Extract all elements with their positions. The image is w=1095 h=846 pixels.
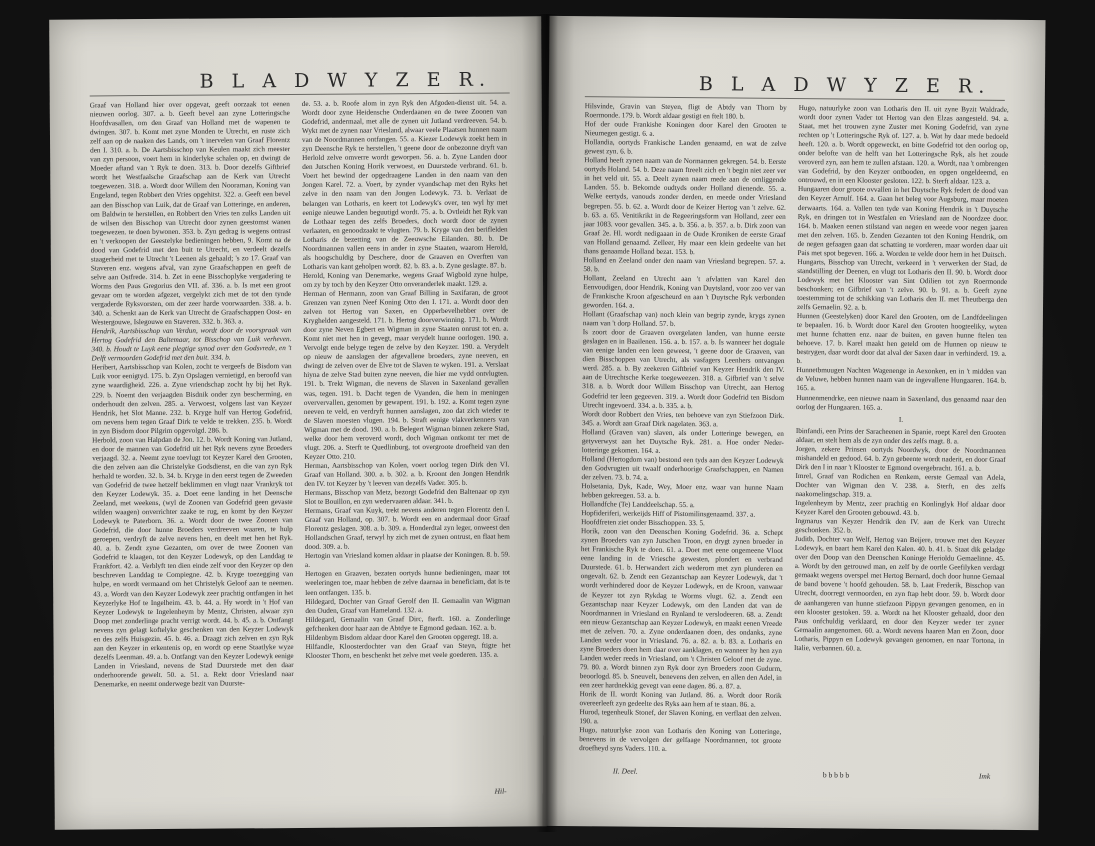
entry-holland-graven: Holland (Graven van) slaven, als onder Lotteringe bewegen, en getyverwyst aan het Duytsche Ryk. 281. a. Hoe onder Neder-lotteringe gekomen. 164. a.: [581, 427, 784, 455]
running-head-right: B L A D W Y Z E R.: [698, 73, 991, 98]
entry-judith: Juditb, Dochter van Welf, Hertog van Beijere, trouwe met den Keyzer Lodewyk, en baart hem Karel den Kalen. 40. b. 41. b. Staat dik geladge over den Doop van den Deenschen Koninge Herioldu Gemaelinne. 45. a. Wordt by den getrouwd man, en zelf by de oortle Geefilyken verdagt gemaakt wegens overspel met Hertog Bernard, doch door hunne Gemaal de band bovene 't hoofd gehouden. 58. b. Laat Frederik, Bisschop van Utrecht, doorregt vermoorden, en zyn ftap hebt door. 59. b. Wordt door de aanhangeren van hunne stiefzoon Pippyn gevangen genomen, en in een klooster gestoken. 59. a. Wordt na het Klooster gehaald, door den Paus onfchuldig verklaard, en door den Keyzer weder ter zyner Gemaalin aangenomen. 60. a. Wordt nevens haaren Man en Zoon, door Lotharis, Pippyn en Lodewyk gevangen genomen, en naar Tortona, in Italie, verbannen. 60. a.: [794, 535, 1006, 653]
entry-hollant-zeeland-utrecht: Hollant, Zeeland en Utrecht aan 't afvlatten van Karel den Eenvoudigen, door Hendrik, Koning van Duytsland, voor zoo ver van de Frankische Kroon afgescheurd en aan 't Duytsche Ryk verbonden geworden. 164. a.: [582, 274, 786, 310]
running-head-left: B L A D W Y Z E R.: [199, 68, 492, 93]
entry-hurod: Hurod, tegenheulk Stonef, der Slaven Koning, en verflaat den zelven. 190. a.: [579, 708, 782, 726]
entry-hollandsche: Hollandfche (Te) Landdeelschap. 55. a.: [581, 500, 695, 510]
entry-hungarts: Hungarts, Bisschop van Utrecht, verkeerd in 't verwerken der Stad, de standstilling der Deenen, en vlugt tot Lotharis den II. 90. b. Wordt door Lodewyk met het Klooster van Sint Odilien tot zyn Roermonde beschonken; en Gifbrief van 't zelve. 90. b. 91. a. b. Geeft zyne toestemming tot de schikking van Lotharis den II. met Theutberga den zelfs Gemaelin. 92. a. b.: [796, 257, 1008, 312]
entry-heribert: Heribert, Aartsbisschop van Kolen, zocht te vergeefs de Bisdom van Luik voor eenigtyd. 175. b. Zyn Opslagen vernietigd, en beroofd van zyne waardigheid. 226. a. Zyne vriendschap zocht hy bij het Ryk. 229. b. Noemt den verjaagden Bisdnik onder zyn bescherming, en onderhoudt den zelven. 285. a. Verwoest, volgens last van Keyzer Hendrik, het Slot Manne. 232. b. Kryge hulf van Hertog Godefrid, om nevens hem tegen Graaf Dirk te velde te trekken. 235. b. Wordt in zyn Bisdom door Pilgrim opgevolgd. 286. b.: [91, 362, 293, 436]
catchword-left: Hil-: [494, 786, 507, 796]
entry-hollant-graafschap: Hollant (Graafschap van) noch klein van begrip zynde, krygs zynen naam van 't dorp Holland. 57. b.: [582, 310, 785, 329]
entry-heilige: Graaf van Holland hier over opgevat, geeft oorzaak tot eenen nieuwen oorlog. 307. a. b. Geeft bevel aan zyne Lotteringsche Hoofdvasallen, om den Graaf van Holland met de wapenen te dwingen. 307. b. Komt met zyne Monden te Utrecht, en ruste zich zelf aan op de naaken des Lands, om 't inervelen van Graaf Florentz den I. 310. a. b. De Aartsbisschop van Keulen maakt zich meester van zyn persoon, voert hem in kinderlyke schalen op, en dwingt de Moeder aftand van 't Ryk te doen. 313. b. Door dezelfs Giftbrief wordt het Westfaalsche Graafschap aan de Kerk van Utrecht toegewezen. 318. a. Wordt door Willem den Nooraman, Koning van Engeland, tegen Robbert den Vries opgehitst. 322. a. Geeft een bevel aan den Bisschop van Luik, dat de Graaf van Lotteringe, en anderen, om Baldwin te herstellen, en Robbert den Vries ten zulks Landen uit de wilsen den Bisschop van Utrecht door zynen geestomst wanen toegewezen. te doen bywonen. 353. b. Zyn gedrag is wegens ontrast en 't verkoopen der Geestelyke bedieningen hebben, 9. Komt na de dood van Godefrid met den buit te Utrecht, en verdeelt dezelfs staagerheid met te Utrecht 't Leenen als gehaald; 's zo 17. Graaf van Staveren enz. wegens afval, van zyne Graafschappen en geeft de selve aan Ostfrede. 314. b. Zet in eene Bisschoplyke vergadering te Worms den Paus Gregorius den VII. af. 336. a. b. Is met een groot gevaar om te worden afgezet, vergelykt zich met de tot den tynde vergaderde Ryksvorsten, om der zeer harde voorwaarden. 338. a. b. 340. a. Schenkt aan de Kerk van Utrecht de Graafschappen Oost- en Westergouwe, Islegouwe en Staveren. 332. b. 363. a.: [89, 100, 292, 327]
signature-deel: II. Deel.: [612, 766, 638, 776]
entry-ingmarus: Ingmarus van Keyzer Hendrik den IV. aan de Kerk van Utrecht geschonken. 352. b.: [795, 517, 1006, 535]
entry-hunnen: Hunnen (Geestelyken) door Karel den Grooten, om de Landfdeelingen te bepaalen. 16. b. Wordt door Karel den Grooten hoogteeliky, wyten met hunne fchatten enz. naar de buiten, en gaven hunne ftelen ten behoeve. 17. b. Karel maakt hen geteld om de Hunnen op nieuw te bestrygen, daar wordt door dat alval der Saxen daar in verhinderd. 19. a. b.: [796, 312, 1007, 366]
right-column-1: [579, 102, 787, 759]
entry-hopfideriferi: Hopfideriferi, werkeijds Hiff of Pistomilinsgenaamd. 337. a.: [581, 509, 756, 519]
signature-mark: b b b b b: [822, 770, 850, 780]
entry-holland-zeeland: Holland en Zeeland onder den naam van Vriesland begrepen. 57. a. 58. b.: [583, 255, 786, 274]
entry-hilsvinde: Hilsvinde, Gravin van Steyen, fligt de Abtdy van Thorn by Roermonde. 179. b. Wordt aldaar gestigt en ftelt 180. b.: [584, 102, 787, 121]
entry-holland: Holland heeft zynen naam van de Normannen gekregen. 54. b. Eerste oortyds Holand. 54. b. Deze naam ftreelt zich en 't begin niet zeer ver in het veld uit. 55. a. Deelt zynen naam mede aan de omliggende Landen. 55. b. Bekomde oudtyds onder Holland dienende. 55. a. Welke eertyds, vanouds zonder derden, en meede onder Vriesland begrepen. 55. b. 62. a. Wordt door de Keizer Hertog van 't zelve. 62. b. 63. a. 65. Venitikrikt in de Regeeringsform van Holland, zeer een jaar 1083. voor gevallen. 345. a. b. 356. a. b. 357. a. b. Dirk zoon van Graaf 2e. Hl. wordt nedigaaan in de Oude Kroniken de eerste Graaf van Holland genaamd. Zelleer, Hy maar een klein gedeelte van het thans genaamde Holland bezat. 153. b.: [583, 156, 787, 256]
entry-hildegard: Hildegard, Dochter van Graaf Gerolf den II. Gemaalin van Wigman den Ouden, Graaf van Hameland. 132. a.: [305, 596, 511, 615]
entry-hugo-natuurlyke: Hugo, natuurlyke zoon van Lotharis den II. uit zyne Byzit Waldrade, wordt door zynen Vader tot Hertog van den Elzas aangesteld. 94. a. Staat, met het trouwen zyne Zuster met Koning Godefrid, van zyne rechten op 't Lotteringsche Ryk of. 127. a. b. Wat hy daar mede bedoeld heeft. 120. a. b. Wordt opgeweckt, en bitte Godefrid tot den oorlog op, onder belofte van de helft van het Lotteringsche Ryk, als het zoude veroverd zyn, aan hem te zullen afstaan. 120. a. Wordt, naa 't ombrengen van Godefrid, by den Keyzer ontbooden, en opgen ongeldeemd, en ontrouwd, en in een Klooster gesloten. 122. b. Sterft aldaar. 123. a.: [798, 104, 1009, 187]
right-column-2: [793, 104, 1009, 761]
entry-horik-ii: Horik de II. wordt Koning van Jutland. 86. a. Wordt door Rorik overeerleeft zyn gedeelte des Ryks aan hem af te staan. 86. a.: [579, 690, 782, 709]
entry-hoofdfreten: Hoofdfreten ziet onder Bisschoppen. 33. 5.: [581, 518, 705, 528]
entry-holland-hertogdom: Holland (Hertogdom van) bestond een tyds aan den Keyzer Lodewyk den Godvrugten uit twaalf onderhoorige Graafschappen, en Namen der zelven. 73. b. 74. a.: [581, 454, 784, 482]
entry-horik: Horik, zoon van den Deenschen Koning Godefrid. 36. a. Schept zynen Broeders van zyn Jutschen Troon, en drygt zynen broeder in het Frankische Ryk te doen. 61. a. Doet met eene ongemeene Vloot eene landing in de Vriesche gewesten, plondert en verbrand Duurstede. 61. b. Herwandert zich wederom met zyn plunderen en ongevalt. 62. b. Zendt een Gezantschap aan Keyzer Lodewyk, dat 't wordt verhindered door de Keyzer Lodewyk, en de Kroon, vanwaar de Keyzer tot zyn Rykdag te Worms vlugt. 62. a. Zendt een Gezantschap naar Keyzer Lodewyk, om den Landen dat van de Noordmannen in Vriesland en Rynland te verslodeeren. 68. a. Zendt een nieuw Gezantschap aan Keyzer Lodewyk, en maakt eenen Vreede met de zelven. 70. a. Zyne onderdaanen doen, des ondanks, zyne Landen weder voor in Vriesland. 76. a. 82. a. b. 83. a. Lotharis en zyne Broeders doen hem daar over aanklagen, en wanneer hy hen zyn Landen weder reeds in Vriesland, om 't Christen Geloof met de zyne. 79. 80. a. Wordt binnen zyn Ryk door zyn Broeders zoon Gudurm, beoorlogd. 85. b. Sneuvelt, benevens den zelven, en allen den Adel, in een zeer hardnekkig gevegt van eene dagen. 86. a. 87. a.: [579, 527, 784, 691]
catchword-right: Imk: [978, 771, 991, 781]
left-column-1: [90, 100, 295, 781]
entry-hilfandle: Hilfandle, Kloosterdochter van den Graaf van Steyn, ftigte het Klooster Thorn, en beschenkt het zelve met veele goederen. 135. a.: [305, 641, 511, 660]
entry-herman-kolen: Herman, Aartsbisschop van Kolen, voert oorlog tegen Dirk den VI. Graaf van Holland. 300. a. b. 302. a. b. Kroont den Jongen Hendrik den IV. tot Keyzer by 't leeven van dezelfs Vader. 305. b.: [304, 460, 510, 488]
entry-imrel: Imrel, Graaf van Rodichen en Renkem, eerste Gemaal van Adela, Dochter van Wigman den V. 238. a. Sterft, en des zelfs naakomelingschap. 319. a.: [795, 471, 1006, 499]
entry-hildegard-2: Hildegard, Gemaalin van Graaf Dirc, fterft. 160. a. Zonderlinge gefchenken door haar aan de Abtdye te Egmond gedaan. 162. a. b.: [305, 614, 511, 633]
entry-herold: Herbold, zoon van Halpdan de Jon. 12. b. Wordt Koning van Jutland, en door de mannen van Godefrid uit het Ryk nevens zyne Broeders verjaagd. 32. a. Neemt zyne toevlugt tot Keyzer Karel den Grooten, die den zelven aan die Christelyke Godsdienst, en die van zyn Ryk herhald te worden. 32. b. 34. b. Kryge in den eerst tegen de Zweeden van Godefrid de twee hetzelf beklimmen en vlugt naar Vrankryk tot den Keyzer Lodewyk. 35. a. Doet eene landing in het Deensche Zeeland, met weekens, (wyl de Zoonen van Godefrid geen gevaste wilden waagen) onverrichter zaake te rug, en komt by den Keyzer Lodewyk te Paterborn. 36. a. Wordt door de twee Zoonen van Godefrid, die door hunne Broeders verdreeven waaren, te hulp geroepen, verdryft de zelve nevens hen, en deelt met hen het Ryk. 40. a. b. Zendt zyne Gezanten, om over de twee Zoonen van Godefrid te klaagen, tot den Keyzer Lodewyk, op den Landdag te Frankfort. 42. a. Verblyft ten dien einde zelf voor den Keyzer op den beschreven Landdag te Compiegne. 42. b. Kryge toezegging van hulpe, en wordt vermaand om het Christelyk Geloof aan te neemen. 43. a. Wordt van den Keyzer Lodewyk zeer prachtig ontfangen in het Keyzerlyke Hof te Ingelheim. 43. b. 44. a. Hy wordt in 't Hof van Keyzer Lodewyk te Ingelenheym by Mentz, Christen, alwaar zyn Doop met zonderlinge pracht verrigt wordt. 44. b. 45. a. b. Ontfangt nevens zyn gelagt koftelyke geschenken van den Keyzer Lodewyk en des zelfs Huisgezin. 45. b. 46. a. Draagt zich zelven en zyn Ryk aan den Keyzer in erkentenis op, en wordt op eene Staatlyke wyze dezelfs Leenman. 49. a. b. Ontfangt van den Keyzer Lodewyk eenige Landen in Vriesland, nevens de Stad Duurstede met den daar onderhoorende gewelt. 50. a. 51. a. Rekt door Vriesland naar Denemarke, en neemt onderwege bezit van Duurste-: [92, 434, 294, 689]
entry-hollandia: Hollandia, oortyds Frankische Landen genaamd, en wat de zelve gewest zyn. 6. b.: [584, 138, 787, 156]
right-page: [542, 16, 1045, 830]
entry-hollant-robbert: Wordt door Robbert den Vries, ten behoeve van zyn Stiefzoon Dirk. 345. a. Wordt aan Graaf Dirk nagelaten. 363. a.: [581, 409, 785, 428]
entry-hugo: Hugo, natuurlyke zoon van Lotharis den Koning van Lotteringe, benevens in de vervolgen der gelfaage Noordmannen, tot groote droefheyd syns Vaders. 110. a.: [579, 726, 782, 754]
entry-hungaaren: Hungaaren door groote ovvallen in het Duytsche Ryk federt de dood van den Keyzer Arnulf. 164. a. Gaan het beleg voor Augsburg, maar moeten derwaarts. 164. a. Vallen ten tyde van Koning Hendrik in 't Duytsche Ryk, en dringen tot in Westfalen en Vriesland aan de Noordzee door. 164. b. Maaken eenen stilstand van negen en weede voor negen jaaren met den zelven. 165. b. Zenden Gezanten tot den Koning Hendrik, om de negen gefaagen gaan dat schatting te vorderen, maar worden daar uit Pais met spot begeven. 166. a. Worden te velde door hem in het Duitsch.: [797, 185, 1009, 259]
book-gutter: [536, 14, 558, 832]
section-letter-i: I.: [898, 415, 904, 424]
entry-ingelenheym: Ingelenheym by Mentz, zeer prachtig en Konlinglyk Hof aldaar door Keyzer Karel den Grooten gebouwd. 43. b.: [795, 499, 1006, 518]
entry-hildenbym: Hildenbym Bisdom aldaar door Karel den Grooten opgeregt. 18. a.: [305, 632, 498, 642]
entry-herold-koning: Herold, Koning van Denemarke, wegens Graaf Wigbold zyne hulpe, om zy by toch by den Keyzer Otto onveranderlek maakt. 129. a.: [302, 270, 508, 289]
entry-hermans-kuyk: Hermans, Graaf van Kuyk, trekt nevens anderen tegen Florentz den I. Graaf van Holland, op. 307. b. Wordt een en andermaal door Graaf Florentz geslagen. 308. a. b. 309. a. Honderdtal zyn leger, onweest den Hollandschen Graaf, terwyl hy zich met de zynen ontrust, en flaat hem dood. 309. a. b.: [304, 505, 510, 552]
entry-hunnetbmuugen: Hunnetbmuugen Nachten Wagenenge in Aexonken, en in 't midden van de Veluwe, hebben hunnen naam van de ingevallene Hungaaren. 164. b. 165. a.: [796, 366, 1007, 393]
entry-hof: Hof der oude Frankishe Koningen door Karel den Grooten te Nieumegen gestigt. 6. a.: [584, 120, 787, 138]
entry-hendrik: Hendrik, Aartsbisschop van Verdun, wordt door de voorspraak van Hertog Godefrid den Baltemaar, tot Bisschop van Luik verheven. 340. b. Houdt te Luyk eene plegtige synod over den Godsvrede, en 't Delft vermoorden Godefrid met den buit. 334. b.: [91, 326, 292, 363]
left-column-2: [302, 99, 512, 780]
entry-hollant-leen: Is zoort door de Graaven overgelaten landen, van hunne eerste geslagen en in Baailenen. 156. a. b. 157. a. b. Is wanneer het dogtale van eenige landen een leen geweest, 't geene door de Graaven, van dien Bisschoppen van Utrecht, als vasfagers Leenhers ontvangen werd. 285. a. b. By zeekeren Giftbrief van Keyzer Hendrik den IV. aan de Utrechtsche Kerke toegeweezen. 318. a. Gifbrief van 't selve 318. a. b. Wordt door Willem Bisschop van Utrecht, aan Hertog Godefrid ter leen gegeeven. 319. a. Wordt door Godefrid ten Bisdom Utrecht ingevoerd. 334. a. b. 335. a. b.: [582, 328, 785, 410]
entry-hertogin: Hertogin van Vriesland komen aldaar in plaatse der Koningen. 8. b. 59. a.: [304, 550, 510, 570]
entry-hertogen: Hertogen en Graaven, bezaten oortyds hunne bedieningen, maar tot weeleringen toe, maar hebben de zelve daarnaa in beneficiam, dat is te leen ontfangen. 135. b.: [305, 568, 511, 597]
entry-jorgen: Jorgen, zekere Prinsen oortyds Noordwyk, door de Noordmannen mishandeld en gedood. 64. b. Zyn gebeente wordt naderit, en door Graaf Dirk den I in naar 't Klooster te Egmond overgebracht. 161. a. b.: [795, 444, 1006, 473]
entry-holsetania: Holsetania, Dyk, Kade, Wey, Moer enz. waar van hunne Naam hebben gekreegen. 53. a. b.: [581, 482, 784, 500]
entry-herman: Herman of Hermann, zoon van Graaf Billing in Saxifaran, de groot Grenzen van zynen Neef Koning Otto den I. 171. a. Wordt door den zelven tot Hertog van Saxen, en Opperbevelhebber over de Kryghelden aangesteld. 171. b. Hertog doorverwinning. 171. b. Wordt door zyne Neven Egbert en Wigman in zyne Staaten onrust tot en. a. Komt niet met hen in gevegt, maar verydelt hunne oorlogen. 190. a. Vervolgt ende belyge tegen de zelve by den Keyzer. 190. a. Verydelt op nieuw de aanslagen der afgevallene broeders, zyne neeven, en dwingt de zelven over de Elve tot de Slaven te wyken. 191. a. Verslaat hiyna de zelve Stad buiten zyne neeven, die hier me vydd ontvlugten. 191. b. Trekt Wigman, die nevens de Slaven in Saxenland gevallen was, tegen. 191. b. Dacht tegen de Vyanden, die hem in meningen oververvallen, genomen by gewapent. 191. b. 192. a. Komt tegen zyne neeven te veld, en verdryft hunnen aanslagen, zoo dat zich wieder te de Slaven moesten vlugen. 194. b. Straft eenige vlakverkenners van Wigman met de dood. 190. a. b. Belegert Wigman binnen zekere Stad, welke door hem veroverd wordt, doch Wigman ontkomt ter met de vlugt. 206. a. Sterft te Quedlinburg, tot overgroote droefheid van den Keyzer Otto. 210.: [303, 288, 510, 461]
left-page: [49, 16, 547, 829]
entry-hunnenmendrke: Hunnenmendrke, een nieuwe naam in Saxenland, dus genaamd naar den oorlog der Hungaaren. 165. a.: [796, 393, 1007, 412]
entry-herold-cont: de. 53. a. b. Roofe alom in zyn Ryk den Afgoden-dienst uit. 54. a. Wordt door zyne Heidensche Onderdaanen en de twee Zoonen van Godefrid, andermaal, met alle de zynen uit Jutland verdreeven. 54. b. Wykt met de zynen naar Vriesland, alwaar veele Plaatsen hunnen naam van de Noordmannen ontfangen. 55. a. Kiezer Lodewyk zoekt hem in zyn Deensche Ryk te herstellen, 't geene door de onbezonne dryft van Herlold zelve omverre wordt geworpen. 56. a. b. Zyne Landen door den Jutschen Koning Horik verwoest, en Duurstede verbrand. 61. b. Voert het bewind der opgedraagene Landen in den naam van den Jongen Karel. 72. a. Voert, by zynder vyandschap met den Ryks het zelve in den naam van den Jongen Lodewyk. 73. b. Verlaat de belangen van Lotharis, en keert tot Lodewyk's over, ten wyl hy met eenige nieuwe Landen beguutigd wordt. 75. a. b. Ovtleidt het Ryk van de Lothaar tegen des zelfs Broeders, doch wordt door de zynen verlaaten, en genoodzaakt te vlugten. 79. b. Kryge van den beriflelden Lotharis de bezetting van de Zeeuwsche Eilanden. 80. b. De Noordmannen vallen eens in ander in zyne Staaten, waarom Herold, als hoogschuldig by Deschere, door de Graaven en Overften van Lotharis van kant geholpen wordt. 82. b. 83. a. b. Zyne geslagte. 87. b.: [301, 98, 508, 271]
entry-hermans-metz: Hermans, Bisschop van Metz, bezorgt Godefrid den Baltenaar op zyn Slot te Bouillon, en zyn wedervaaren aldaar. 341. b.: [304, 487, 510, 507]
entry-ibinfandi: Ibinfandi, een Prins der Saracheenen in Spanie, roept Karel den Grooten aldaar, en stelt hem als de zyn onder des zelfs magt. 8. a.: [795, 426, 1006, 446]
head-rule-left: [90, 93, 510, 97]
